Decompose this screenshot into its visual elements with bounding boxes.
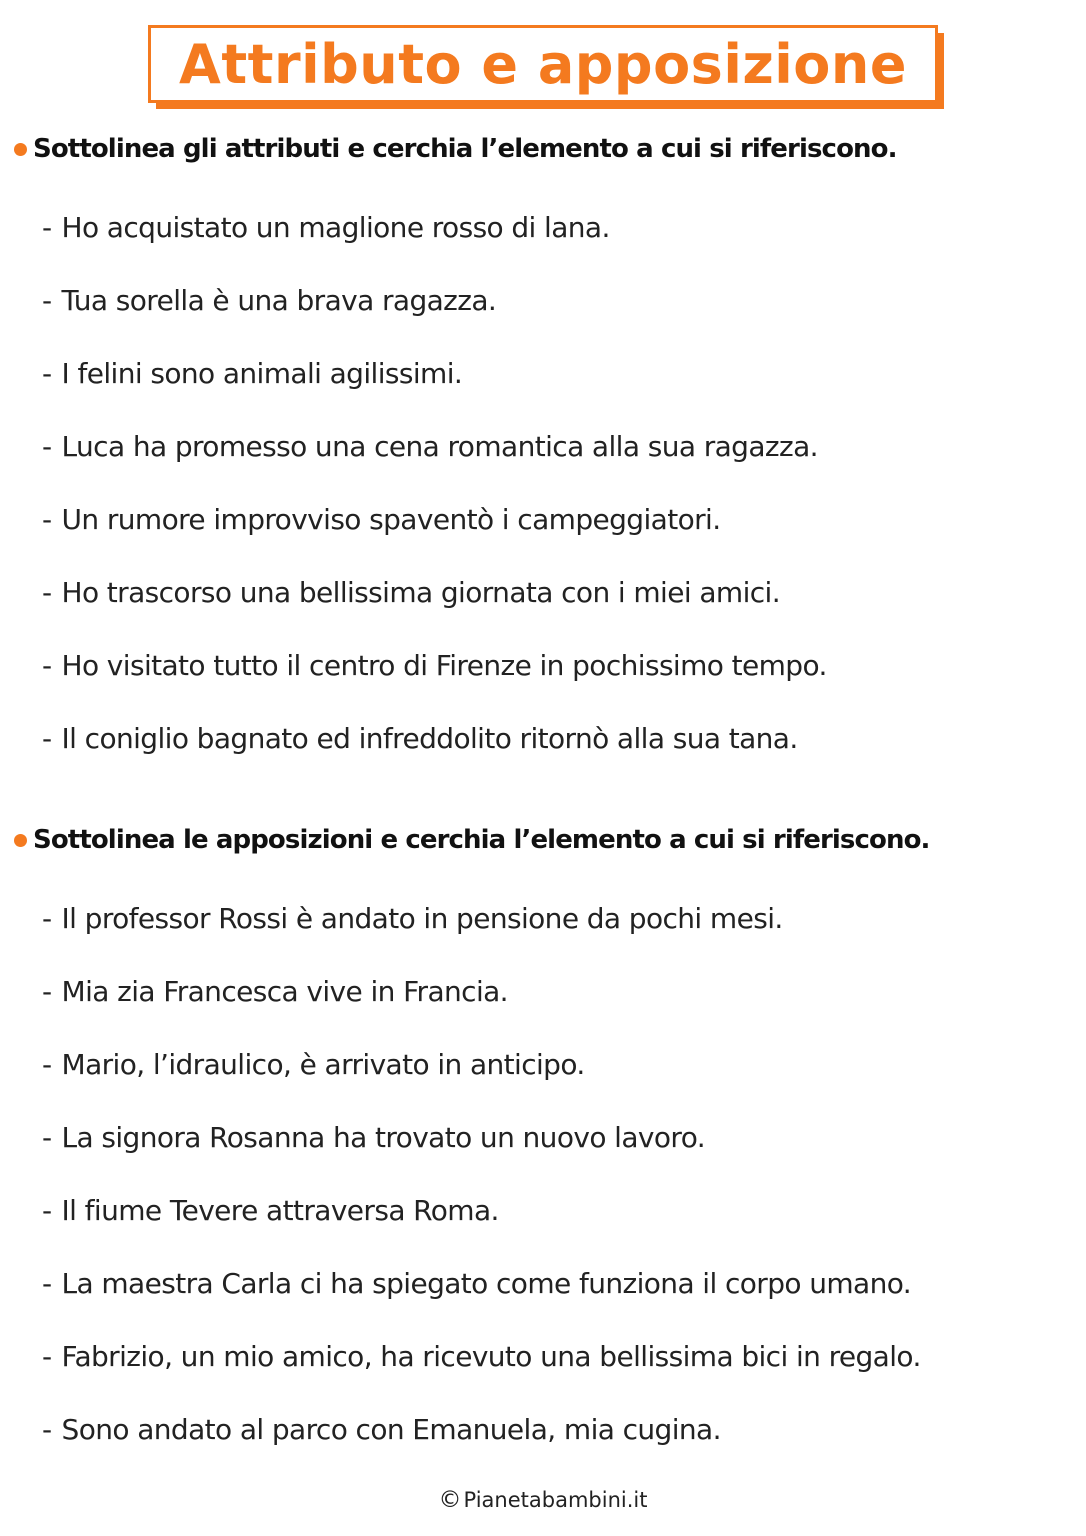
bullet-icon <box>14 143 27 156</box>
list-item: - Ho acquistato un maglione rosso di lana. <box>42 211 610 244</box>
list-item: - I felini sono animali agilissimi. <box>42 357 463 390</box>
list-item: - Il fiume Tevere attraversa Roma. <box>42 1194 499 1227</box>
list-item: - Mia zia Francesca vive in Francia. <box>42 975 508 1008</box>
exercise-list-apposizioni <box>42 901 921 1485</box>
footer-credit <box>0 1487 1086 1513</box>
list-item: - Luca ha promesso una cena romantica alla sua ragazza. <box>42 430 818 463</box>
list-item: - Un rumore improvviso spaventò i campeggiatori. <box>42 503 721 536</box>
section-heading-apposizioni <box>14 825 930 855</box>
list-item: - Fabrizio, un mio amico, ha ricevuto una bellissima bici in regalo. <box>42 1340 921 1373</box>
list-item: - La maestra Carla ci ha spiegato come funziona il corpo umano. <box>42 1267 912 1300</box>
list-item: - La signora Rosanna ha trovato un nuovo lavoro. <box>42 1121 706 1154</box>
list-item: - Il coniglio bagnato ed infreddolito ritornò alla sua tana. <box>42 722 798 755</box>
exercise-list-attributi <box>42 210 827 794</box>
section-heading-text: Sottolinea gli attributi e cerchia l’elemento a cui si riferiscono. <box>33 134 897 164</box>
title-banner <box>148 25 938 103</box>
list-item: - Ho trascorso una bellissima giornata con i miei amici. <box>42 576 781 609</box>
copyright-icon: © <box>438 1487 462 1513</box>
list-item: - Tua sorella è una brava ragazza. <box>42 284 497 317</box>
section-heading-text: Sottolinea le apposizioni e cerchia l’elemento a cui si riferiscono. <box>33 825 930 855</box>
title-banner-box <box>148 25 938 103</box>
section-heading-attributi <box>14 134 897 164</box>
page-title: Attributo e apposizione <box>179 32 907 96</box>
footer-site-name: Pianetabambini.it <box>463 1488 648 1512</box>
list-item: - Ho visitato tutto il centro di Firenze in pochissimo tempo. <box>42 649 827 682</box>
list-item: - Il professor Rossi è andato in pensione da pochi mesi. <box>42 902 783 935</box>
list-item: - Mario, l’idraulico, è arrivato in anticipo. <box>42 1048 585 1081</box>
list-item: - Sono andato al parco con Emanuela, mia cugina. <box>42 1413 721 1446</box>
bullet-icon <box>14 834 27 847</box>
